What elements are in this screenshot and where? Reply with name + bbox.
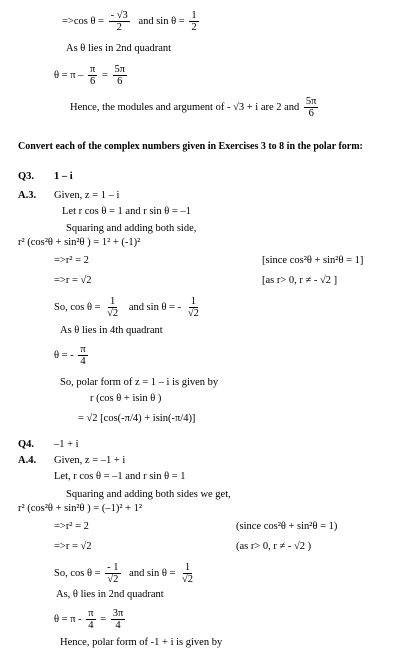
a3-sin-den: √2	[187, 308, 199, 320]
a4-theta: θ = π -	[54, 613, 82, 625]
q2-sin-den: 2	[191, 22, 197, 34]
q3-label: Q3.	[18, 171, 35, 182]
a3-r2: =>r² = 2	[54, 255, 89, 266]
q2-theta-num2: 5π	[114, 64, 126, 75]
q2-sin-num: 1	[191, 10, 197, 21]
q2-hence-num: 5π	[305, 96, 317, 107]
a3-and-sin: and sin θ = -	[128, 301, 182, 313]
a4-eq1: r² (cos²θ + sin²θ ) = (–1)² + 1²	[18, 503, 143, 514]
a3-theta-num: π	[80, 344, 86, 355]
a4-sin-num: 1	[184, 562, 191, 573]
q2-hence-fraction	[304, 96, 319, 119]
a3-so-cos: So, cos θ =	[54, 301, 101, 313]
q4-expr: –1 + i	[54, 439, 79, 450]
a3-squaring: Squaring and adding both side,	[66, 223, 197, 234]
q2-cos-sin-line	[62, 10, 201, 33]
a3-cos-fraction	[105, 296, 120, 319]
a3-polar-text: So, polar form of z = 1 – i is given by	[60, 377, 219, 388]
q2-theta-frac1	[88, 64, 97, 87]
a3-r-note: [as r> 0, r ≠ - √2 ]	[262, 275, 338, 286]
a3-cos-num: 1	[110, 296, 116, 307]
a4-theta-frac2	[111, 608, 126, 631]
a4-given: Given, z = –1 + i	[54, 455, 126, 466]
a3-let: Let r cos θ = 1 and r sin θ = –1	[62, 206, 191, 217]
a3-theta-fraction	[78, 344, 87, 367]
section-heading: Convert each of the complex numbers given in Exercises 3 to 8 in the polar form:	[18, 141, 363, 152]
q2-cos-den: 2	[116, 22, 122, 34]
a4-and-sin: and sin θ =	[129, 567, 176, 579]
q2-theta-den2: 6	[117, 76, 123, 88]
a4-theta-eq: =	[100, 613, 107, 625]
q2-theta-eq: =	[101, 69, 108, 81]
a4-r2-note: (since cos²θ + sin²θ = 1)	[236, 521, 338, 532]
q2-quadrant: As θ lies in 2nd quadrant	[66, 43, 172, 54]
q2-sin-text: and sin θ =	[138, 15, 185, 27]
a4-sin-den: √2	[182, 574, 194, 586]
q2-theta-prefix: θ = π –	[54, 69, 84, 81]
a4-theta-den1: 4	[88, 620, 94, 632]
a3-final: = √2 [cos(-π/4) + isin(-π/4)]	[78, 413, 196, 424]
a4-theta-den2: 4	[115, 620, 121, 632]
a4-r: =>r = √2	[54, 541, 92, 552]
q2-cos-num: - √3	[110, 10, 128, 21]
q2-theta-den1: 6	[90, 76, 96, 88]
q3-expr: 1 – i	[54, 171, 73, 182]
a4-sin-fraction	[180, 562, 195, 585]
a4-cos-fraction	[105, 562, 120, 585]
a3-polar-form: r (cos θ + isin θ )	[90, 393, 162, 404]
a4-theta-line	[54, 608, 127, 631]
a4-theta-num2: 3π	[112, 608, 124, 619]
a4-let: Let, r cos θ = –1 and r sin θ = 1	[54, 471, 186, 482]
a3-r2-note: [since cos²θ + sin²θ = 1]	[262, 255, 364, 266]
q2-sin-fraction	[189, 10, 198, 33]
a4-quadrant: As, θ lies in 2nd quadrant	[56, 589, 164, 600]
q2-cos-fraction	[109, 10, 130, 33]
a4-squaring: Squaring and adding both sides we get,	[66, 489, 231, 500]
a4-polar-text: Hence, polar form of -1 + i is given by	[60, 637, 223, 648]
a3-eq1: r² (cos²θ + sin²θ ) = 1² + (-1)²	[18, 237, 141, 248]
q2-hence-den: 6	[308, 108, 314, 120]
a3-theta: θ = -	[54, 349, 74, 361]
a3-sin-num: 1	[190, 296, 196, 307]
a4-label: A.4.	[18, 455, 37, 466]
a4-cos-den: √2	[107, 574, 119, 586]
a3-label: A.3.	[18, 190, 37, 201]
q2-theta-line	[54, 64, 129, 87]
a3-theta-den: 4	[80, 356, 86, 368]
a3-cos-sin-line	[54, 296, 203, 319]
a3-r: =>r = √2	[54, 275, 92, 286]
a4-r-note: (as r> 0, r ≠ - √2 )	[236, 541, 312, 552]
a3-theta-line	[54, 344, 90, 367]
q2-cos-prefix: =>cos θ =	[62, 15, 105, 27]
a3-cos-den: √2	[107, 308, 119, 320]
q2-hence-text: Hence, the modules and argument of - √3 + i are 2 and	[70, 101, 300, 113]
q2-theta-num1: π	[90, 64, 96, 75]
a3-given: Given, z = 1 – i	[54, 190, 120, 201]
q4-label: Q4.	[18, 439, 35, 450]
a4-cos-num: - 1	[107, 562, 119, 573]
a4-theta-num1: π	[88, 608, 94, 619]
a4-r2: =>r² = 2	[54, 521, 89, 532]
a4-so-cos: So, cos θ =	[54, 567, 101, 579]
a3-quadrant: As θ lies in 4th quadrant	[60, 325, 163, 336]
q2-hence-line	[70, 96, 320, 119]
a4-cos-sin-line	[54, 562, 197, 585]
q2-theta-frac2	[113, 64, 128, 87]
a4-theta-frac1	[86, 608, 95, 631]
a3-sin-fraction	[186, 296, 201, 319]
